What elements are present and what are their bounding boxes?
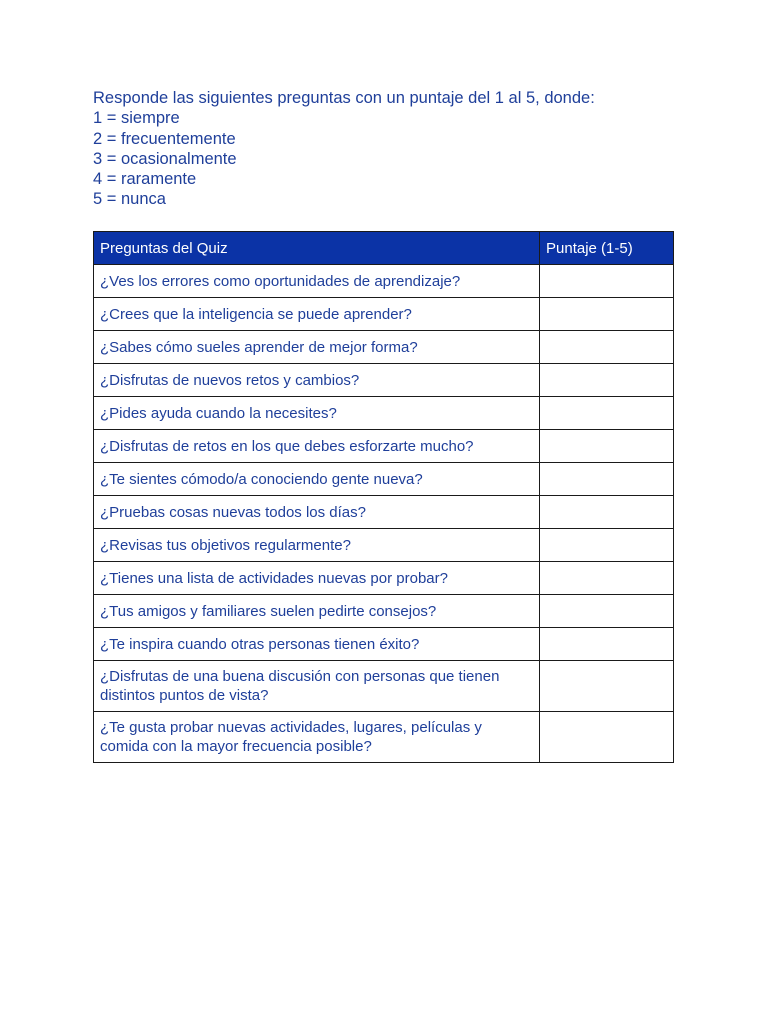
table-row bbox=[94, 265, 674, 298]
score-cell[interactable] bbox=[540, 595, 674, 628]
instructions bbox=[93, 88, 693, 210]
scale-item-2: 2 = frecuentemente bbox=[93, 129, 236, 148]
question-cell: ¿Tienes una lista de actividades nuevas por probar? bbox=[94, 562, 540, 595]
question-cell: ¿Disfrutas de retos en los que debes esforzarte mucho? bbox=[94, 430, 540, 463]
score-cell[interactable] bbox=[540, 529, 674, 562]
header-question: Preguntas del Quiz bbox=[94, 232, 540, 265]
scale-item-4: 4 = raramente bbox=[93, 170, 197, 189]
question-cell: ¿Te sientes cómodo/a conociendo gente nueva? bbox=[94, 463, 540, 496]
table-row bbox=[94, 595, 674, 628]
score-cell[interactable] bbox=[540, 397, 674, 430]
table-row bbox=[94, 298, 674, 331]
table-row bbox=[94, 463, 674, 496]
question-cell: ¿Disfrutas de una buena discusión con personas que tienen distintos puntos de vista? bbox=[94, 661, 540, 712]
table-row bbox=[94, 628, 674, 661]
score-cell[interactable] bbox=[540, 331, 674, 364]
score-cell[interactable] bbox=[540, 496, 674, 529]
table-row bbox=[94, 529, 674, 562]
table-row bbox=[94, 496, 674, 529]
scale-item-5: 5 = nunca bbox=[93, 190, 166, 209]
table-row bbox=[94, 712, 674, 763]
question-cell: ¿Crees que la inteligencia se puede aprender? bbox=[94, 298, 540, 331]
table-row bbox=[94, 331, 674, 364]
question-cell: ¿Disfrutas de nuevos retos y cambios? bbox=[94, 364, 540, 397]
scale-item-3: 3 = ocasionalmente bbox=[93, 149, 237, 168]
table-row bbox=[94, 397, 674, 430]
question-cell: ¿Te inspira cuando otras personas tienen éxito? bbox=[94, 628, 540, 661]
score-cell[interactable] bbox=[540, 463, 674, 496]
table-row bbox=[94, 661, 674, 712]
table-row bbox=[94, 562, 674, 595]
score-cell[interactable] bbox=[540, 265, 674, 298]
score-cell[interactable] bbox=[540, 661, 674, 712]
question-cell: ¿Pides ayuda cuando la necesites? bbox=[94, 397, 540, 430]
score-cell[interactable] bbox=[540, 712, 674, 763]
score-cell[interactable] bbox=[540, 298, 674, 331]
score-cell[interactable] bbox=[540, 430, 674, 463]
table-header-row bbox=[94, 232, 674, 265]
question-cell: ¿Sabes cómo sueles aprender de mejor forma? bbox=[94, 331, 540, 364]
question-cell: ¿Tus amigos y familiares suelen pedirte consejos? bbox=[94, 595, 540, 628]
score-cell[interactable] bbox=[540, 628, 674, 661]
instructions-intro: Responde las siguientes preguntas con un puntaje del 1 al 5, donde: bbox=[93, 89, 595, 107]
question-cell: ¿Te gusta probar nuevas actividades, lugares, películas y comida con la mayor frecuencia posible? bbox=[94, 712, 540, 763]
quiz-table bbox=[93, 231, 674, 763]
scale-item-1: 1 = siempre bbox=[93, 109, 180, 128]
score-cell[interactable] bbox=[540, 364, 674, 397]
question-cell: ¿Pruebas cosas nuevas todos los días? bbox=[94, 496, 540, 529]
score-cell[interactable] bbox=[540, 562, 674, 595]
header-score: Puntaje (1-5) bbox=[540, 232, 674, 265]
table-row bbox=[94, 430, 674, 463]
question-cell: ¿Revisas tus objetivos regularmente? bbox=[94, 529, 540, 562]
table-row bbox=[94, 364, 674, 397]
question-cell: ¿Ves los errores como oportunidades de aprendizaje? bbox=[94, 265, 540, 298]
